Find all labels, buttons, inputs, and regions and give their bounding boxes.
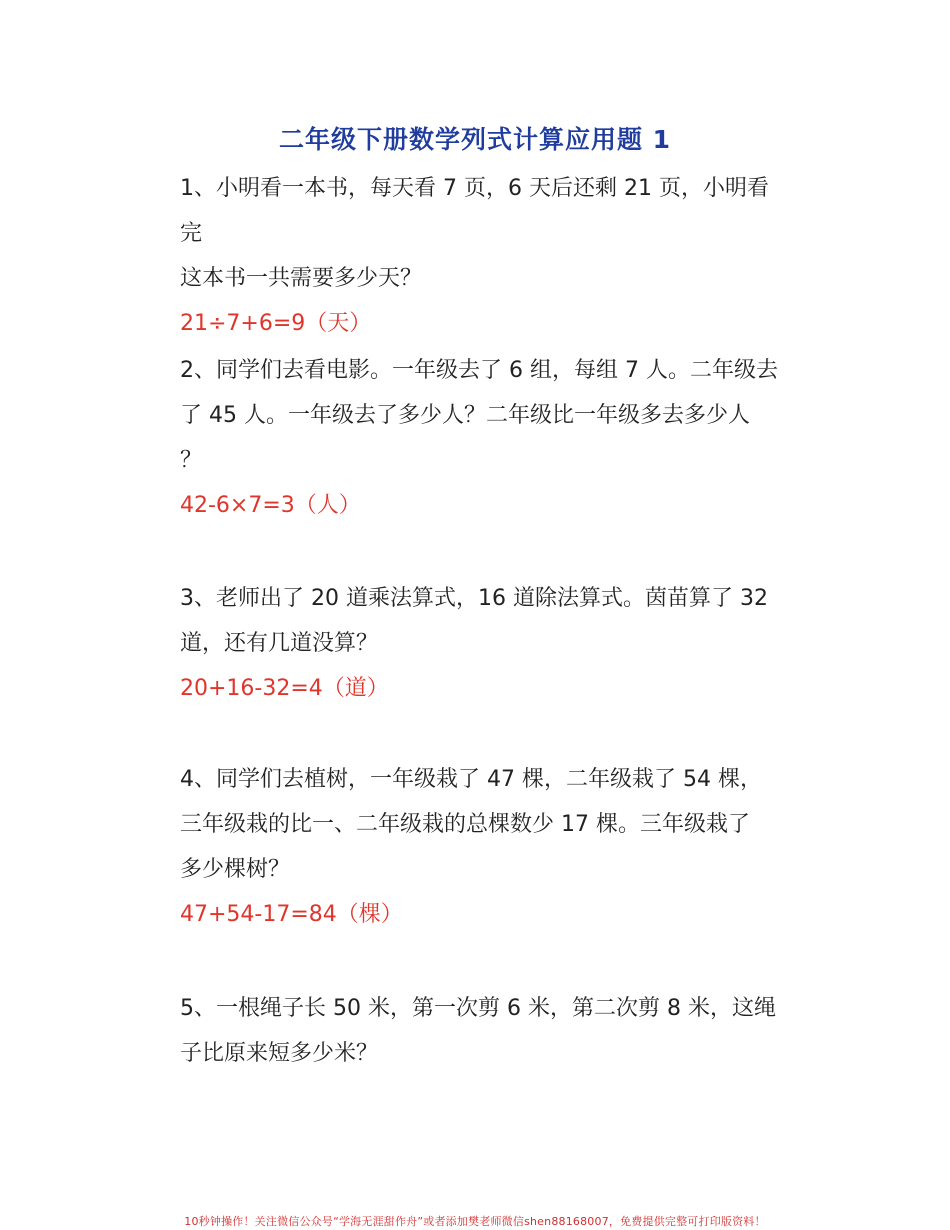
problem-4-line-2: 三年级栽的比一、二年级栽的总棵数少 17 棵。三年级栽了: [180, 812, 750, 837]
problem-3-line-2: 道，还有几道没算？: [180, 631, 379, 656]
problem-3-answer: 20+16-32=4（道）: [180, 676, 389, 701]
problem-2: [180, 348, 780, 528]
problem-5-line-2: 子比原来短多少米？: [180, 1041, 379, 1066]
problem-2-line-3: ？: [180, 448, 203, 473]
problem-5: [180, 986, 780, 1076]
page-title: 二年级下册数学列式计算应用题 1: [278, 125, 672, 154]
problem-5-line-1: 5、一根绳子长 50 米，第一次剪 6 米，第二次剪 8 米，这绳: [180, 996, 776, 1021]
problem-3: [180, 576, 780, 711]
problem-4-line-1: 4、同学们去植树，一年级栽了 47 棵，二年级栽了 54 棵，: [180, 767, 762, 792]
problem-4-line-3: 多少棵树？: [180, 857, 291, 882]
problem-1-answer: 21÷7+6=9（天）: [180, 311, 372, 336]
problem-2-line-1: 2、同学们去看电影。一年级去了 6 组，每组 7 人。二年级去: [180, 358, 778, 383]
problem-3-line-1: 3、老师出了 20 道乘法算式，16 道除法算式。茵苗算了 32: [180, 586, 768, 611]
problem-4: [180, 757, 780, 937]
problem-2-line-2: 了 45 人。一年级去了多少人？二年级比一年级多去多少人: [180, 403, 750, 428]
problem-1-line-2: 这本书一共需要多少天？: [180, 266, 423, 291]
problem-4-answer: 47+54-17=84（棵）: [180, 902, 403, 927]
problem-1-line-1: 1、小明看一本书，每天看 7 页，6 天后还剩 21 页，小明看完: [180, 176, 769, 246]
problem-2-answer: 42-6×7=3（人）: [180, 493, 361, 518]
footer-promo-text: 10秒钟操作！关注微信公众号“学海无涯甜作舟”或者添加樊老师微信shen88168007，免费提供完整可打印版资料！: [184, 1215, 766, 1228]
problem-1: [180, 166, 780, 346]
